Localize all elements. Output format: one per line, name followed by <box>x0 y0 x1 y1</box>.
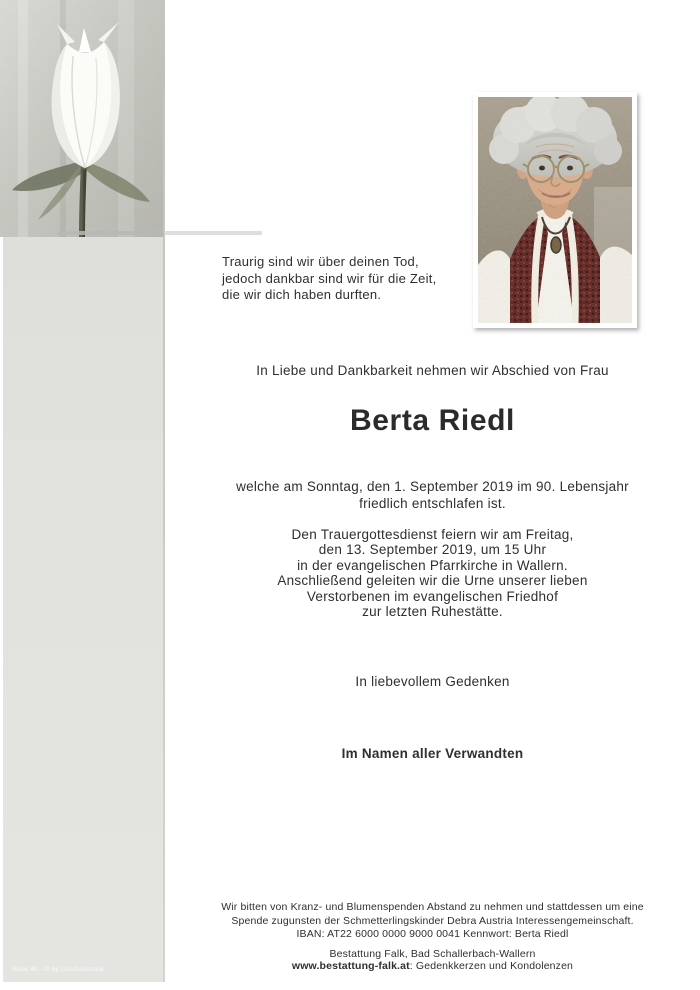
rose-credit: Rose 40 - © by Lösch/Austria <box>12 966 104 973</box>
deceased-name: Berta Riedl <box>350 404 515 437</box>
service-info <box>165 527 700 619</box>
rose-photo <box>0 0 165 237</box>
service-line: den 13. September 2019, um 15 Uhr <box>318 542 547 558</box>
quote-line: jedoch dankbar sind wir für die Zeit, <box>222 270 437 286</box>
donation-note <box>165 901 700 942</box>
family-signature: Im Namen aller Verwandten <box>341 746 524 761</box>
donation-line: Spende zugunsten der Schmetterlingskinder Debra Austria Interessengemeinschaft. <box>231 914 634 927</box>
passing-info <box>165 478 700 512</box>
funeral-home-website: www.bestattung-falk.at <box>291 960 410 972</box>
funeral-home-website-suffix: : Gedenkkerzen und Kondolenzen <box>409 960 574 972</box>
quote-line: die wir dich haben durften. <box>222 287 382 302</box>
donation-line: IBAN: AT22 6000 0000 9000 0041 Kennwort: Berta Riedl <box>296 928 569 940</box>
donation-line: Wir bitten von Kranz- und Blumenspenden Abstand zu nehmen und stattdessen um eine <box>221 901 644 913</box>
funeral-home-name: Bestattung Falk, Bad Schallerbach-Wallern <box>329 948 536 960</box>
passing-line: friedlich entschlafen ist. <box>359 496 506 511</box>
passing-line: welche am Sonntag, den 1. September 2019 im 90. Lebensjahr <box>236 479 629 494</box>
divider-horizontal <box>58 231 262 235</box>
mourning-quote <box>222 254 436 304</box>
service-line: zur letzten Ruhestätte. <box>362 604 503 620</box>
announcement-intro: In Liebe und Dankbarkeit nehmen wir Abschied von Frau <box>256 363 609 378</box>
remembrance-line: In liebevollem Gedenken <box>355 674 510 689</box>
service-line: in der evangelischen Pfarrkirche in Wallern. <box>297 557 568 573</box>
funeral-home-footer <box>165 948 700 972</box>
portrait-photo <box>473 92 637 328</box>
service-line: Verstorbenen im evangelischen Friedhof <box>306 588 559 604</box>
quote-line: Traurig sind wir über deinen Tod, <box>222 254 419 269</box>
service-line: Anschließend geleiten wir die Urne unserer lieben <box>277 573 588 589</box>
side-band <box>3 237 163 982</box>
funeral-home-website-line <box>165 960 700 972</box>
service-line: Den Trauergottesdienst feiern wir am Freitag, <box>291 527 574 542</box>
